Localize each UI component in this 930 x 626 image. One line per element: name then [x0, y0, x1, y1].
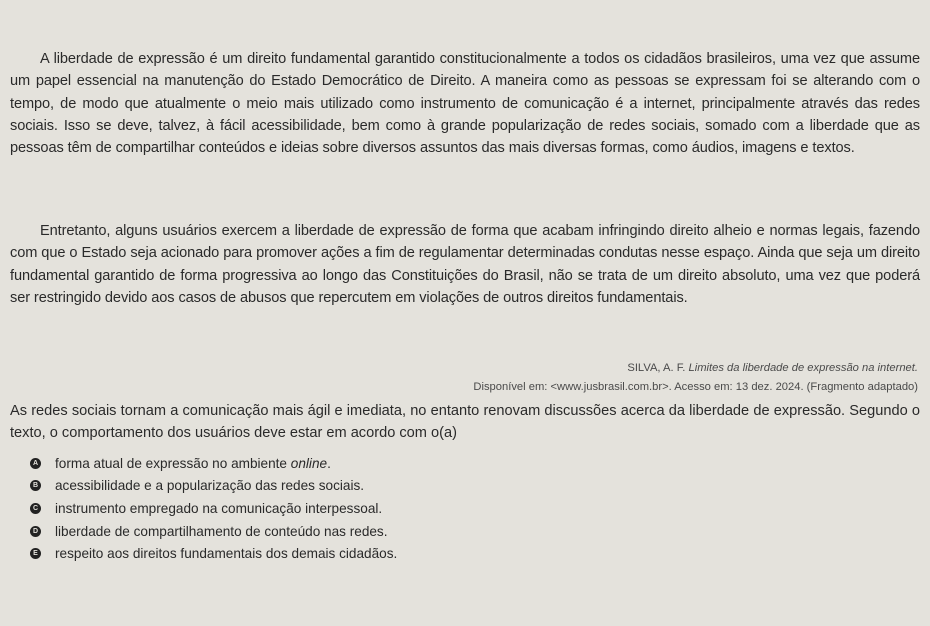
- option-c[interactable]: [10, 497, 920, 520]
- option-e[interactable]: [10, 542, 920, 565]
- option-c-marker: C: [30, 503, 41, 514]
- option-d[interactable]: [10, 520, 920, 543]
- option-d-marker: D: [30, 526, 41, 537]
- option-d-text: liberdade de compartilhamento de conteúdo nas redes.: [55, 523, 388, 539]
- passage-paragraph-1: A liberdade de expressão é um direito fundamental garantido constitucionalmente a todos os cidadãos brasileiros, uma vez que assume um papel essencial na manutenção do Estado Democrático de Direito. A maneira como as pessoas se expressam foi se alterando com o tempo, de modo que atualmente o meio mais utilizado como instrumento de comunicação é a internet, principalmente através das redes sociais. Isso se deve, talvez, à fácil acessibilidade, bem como à grande popularização de redes sociais, somado com a liberdade que as pessoas têm de compartilhar conteúdos e ideias sobre diversos assuntos das mais diversas formas, como áudios, imagens e textos.: [10, 51, 920, 157]
- option-e-marker: E: [30, 548, 41, 559]
- option-b[interactable]: [10, 475, 920, 498]
- option-a-marker: A: [30, 458, 41, 469]
- citation-availability: Disponível em: <www.jusbrasil.com.br>. Acesso em: 13 dez. 2024. (Fragmento adaptado): [473, 381, 918, 393]
- option-b-text: acessibilidade e a popularização das redes sociais.: [55, 478, 365, 494]
- citation-author: SILVA, A. F.: [627, 362, 686, 374]
- citation-title: Limites da liberdade de expressão na internet.: [688, 362, 918, 374]
- option-e-text: respeito aos direitos fundamentais dos demais cidadãos.: [55, 546, 398, 562]
- citation-reference: [627, 362, 918, 374]
- option-b-marker: B: [30, 480, 41, 491]
- passage-paragraph-2: Entretanto, alguns usuários exercem a liberdade de expressão de forma que acabam infringindo direito alheio e normas legais, fazendo com que o Estado seja acionado para promover ações a fim de regulamentar determinadas condutas nesse espaço. Ainda que seja um direito fundamental garantido de forma progressiva ao longo das Constituições do Brasil, não se trata de um direito absoluto, uma vez que poderá ser restringido devido aos casos de abusos que repercutem em violações de outros direitos fundamentais.: [10, 223, 920, 306]
- answer-options: [10, 452, 920, 565]
- option-c-text: instrumento empregado na comunicação interpessoal.: [55, 500, 383, 516]
- question-stem: As redes sociais tornam a comunicação mais ágil e imediata, no entanto renovam discussões acerca da liberdade de expressão. Segundo o texto, o comportamento dos usuários deve estar em acordo com o(a): [10, 403, 920, 442]
- option-a-text: forma atual de expressão no ambiente online.: [55, 455, 331, 471]
- option-a[interactable]: [10, 452, 920, 475]
